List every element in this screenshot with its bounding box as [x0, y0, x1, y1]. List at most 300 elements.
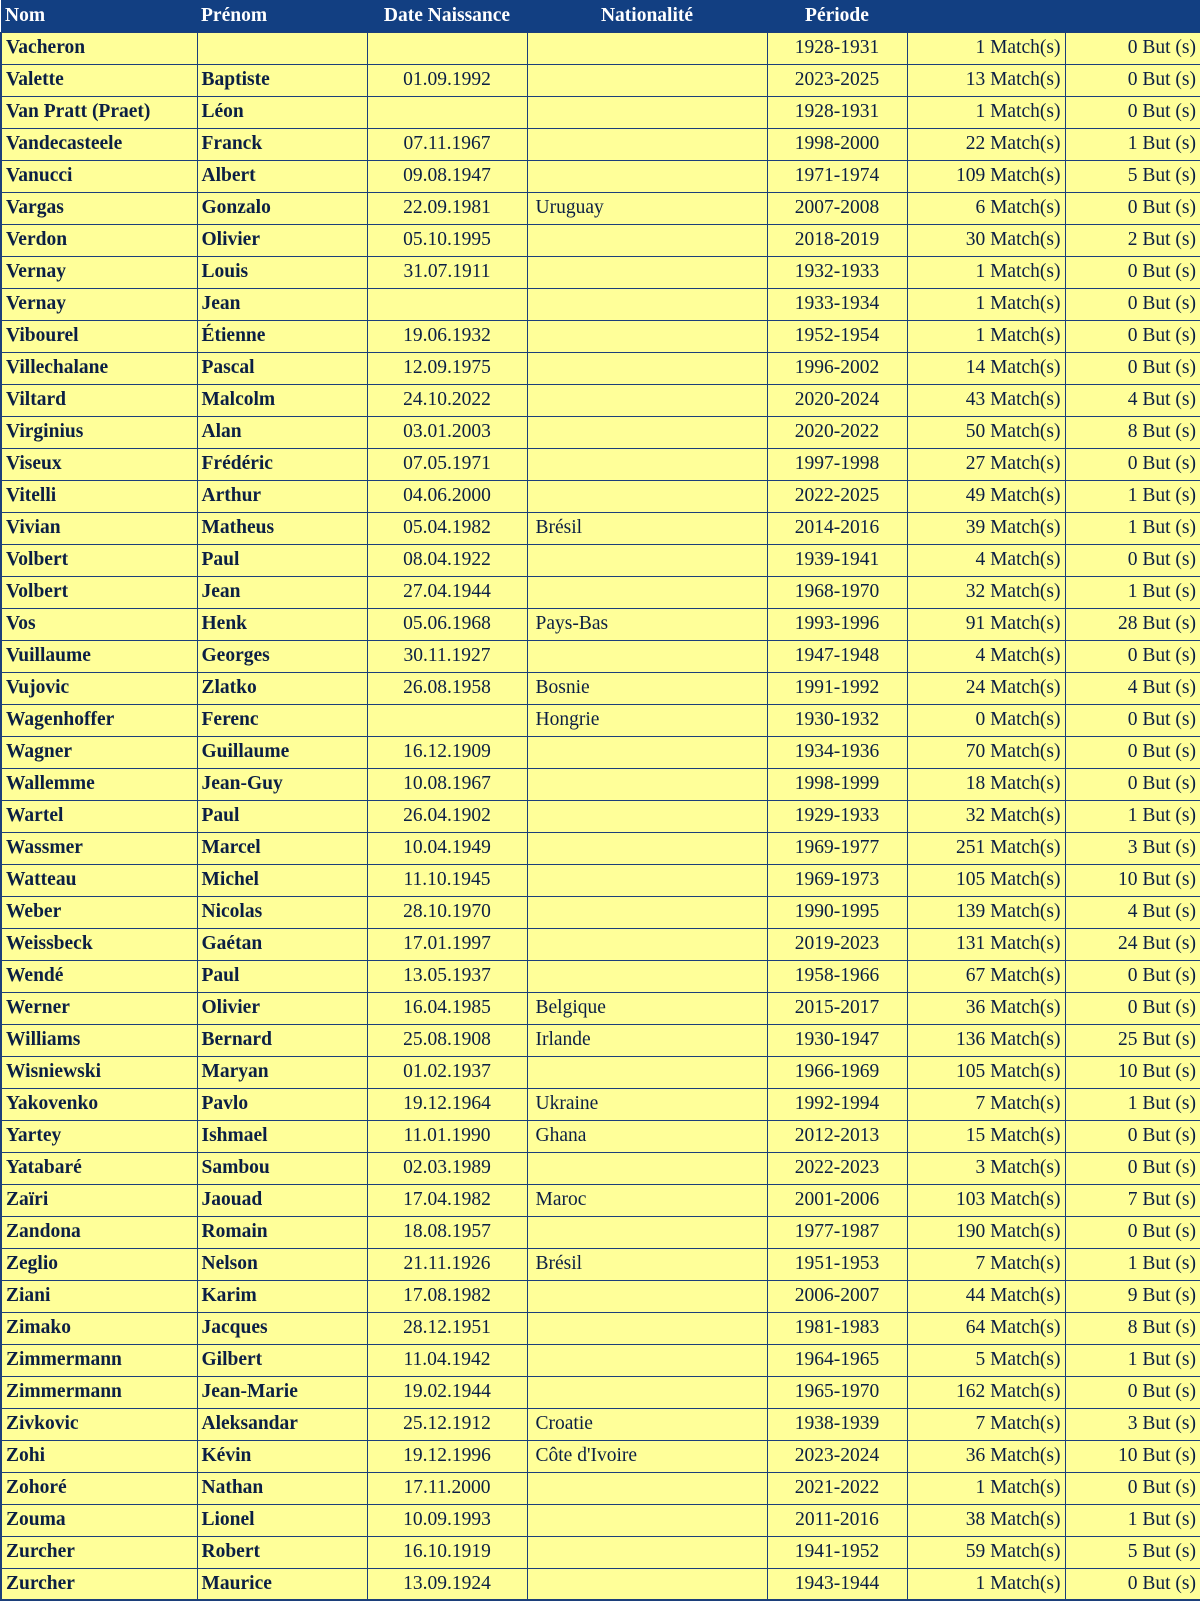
cell-periode: 1981-1983: [767, 1312, 907, 1344]
cell-nom: Wisniewski: [1, 1056, 197, 1088]
cell-buts: 0 But (s): [1065, 1152, 1200, 1184]
table-row: [1, 1376, 1200, 1408]
header-row: [1, 0, 1200, 32]
cell-buts: 1 But (s): [1065, 1248, 1200, 1280]
cell-nom: Wendé: [1, 960, 197, 992]
cell-matches: 1 Match(s): [907, 1472, 1065, 1504]
table-row: [1, 1056, 1200, 1088]
cell-nationalite: Brésil: [527, 512, 767, 544]
cell-nationalite: [527, 416, 767, 448]
cell-nationalite: [527, 576, 767, 608]
cell-matches: 103 Match(s): [907, 1184, 1065, 1216]
cell-prenom: Frédéric: [197, 448, 367, 480]
cell-buts: 0 But (s): [1065, 1472, 1200, 1504]
cell-nom: Zandona: [1, 1216, 197, 1248]
cell-date-naissance: 26.08.1958: [367, 672, 527, 704]
table-row: [1, 320, 1200, 352]
cell-nationalite: [527, 1504, 767, 1536]
cell-date-naissance: 17.08.1982: [367, 1280, 527, 1312]
table-row: [1, 864, 1200, 896]
cell-prenom: Franck: [197, 128, 367, 160]
cell-matches: 67 Match(s): [907, 960, 1065, 992]
header-nationalite[interactable]: Nationalité: [600, 4, 694, 26]
cell-periode: 1998-1999: [767, 768, 907, 800]
cell-nom: Villechalane: [1, 352, 197, 384]
cell-date-naissance: 01.09.1992: [367, 64, 527, 96]
cell-nationalite: [527, 96, 767, 128]
cell-date-naissance: 16.10.1919: [367, 1536, 527, 1568]
cell-matches: 4 Match(s): [907, 640, 1065, 672]
table-row: [1, 1568, 1200, 1600]
cell-nationalite: [527, 896, 767, 928]
cell-nationalite: Hongrie: [527, 704, 767, 736]
table-row: [1, 256, 1200, 288]
table-row: [1, 928, 1200, 960]
cell-periode: 1932-1933: [767, 256, 907, 288]
cell-date-naissance: 17.01.1997: [367, 928, 527, 960]
cell-buts: 0 But (s): [1065, 96, 1200, 128]
cell-nom: Zohi: [1, 1440, 197, 1472]
cell-nom: Wassmer: [1, 832, 197, 864]
cell-nom: Wallemme: [1, 768, 197, 800]
cell-date-naissance: 07.05.1971: [367, 448, 527, 480]
cell-prenom: Pascal: [197, 352, 367, 384]
cell-nom: Zurcher: [1, 1536, 197, 1568]
table-row: [1, 768, 1200, 800]
cell-prenom: Ishmael: [197, 1120, 367, 1152]
cell-date-naissance: 31.07.1911: [367, 256, 527, 288]
cell-prenom: Jacques: [197, 1312, 367, 1344]
cell-prenom: Kévin: [197, 1440, 367, 1472]
cell-nationalite: [527, 1312, 767, 1344]
cell-prenom: Ferenc: [197, 704, 367, 736]
cell-matches: 3 Match(s): [907, 1152, 1065, 1184]
cell-periode: 1990-1995: [767, 896, 907, 928]
header-buts: [1065, 0, 1200, 32]
cell-prenom: Gaétan: [197, 928, 367, 960]
cell-buts: 0 But (s): [1065, 640, 1200, 672]
cell-prenom: Georges: [197, 640, 367, 672]
cell-matches: 1 Match(s): [907, 288, 1065, 320]
cell-date-naissance: 19.02.1944: [367, 1376, 527, 1408]
cell-nom: Vuillaume: [1, 640, 197, 672]
cell-prenom: Maryan: [197, 1056, 367, 1088]
cell-prenom: [197, 32, 367, 64]
cell-buts: 0 But (s): [1065, 992, 1200, 1024]
cell-nom: Volbert: [1, 576, 197, 608]
cell-buts: 4 But (s): [1065, 896, 1200, 928]
cell-buts: 10 But (s): [1065, 1440, 1200, 1472]
cell-matches: 36 Match(s): [907, 992, 1065, 1024]
cell-nationalite: [527, 864, 767, 896]
cell-nationalite: [527, 832, 767, 864]
cell-nationalite: Croatie: [527, 1408, 767, 1440]
cell-date-naissance: 22.09.1981: [367, 192, 527, 224]
cell-nom: Zohoré: [1, 1472, 197, 1504]
cell-nom: Volbert: [1, 544, 197, 576]
cell-date-naissance: 11.10.1945: [367, 864, 527, 896]
cell-nom: Zimako: [1, 1312, 197, 1344]
cell-periode: 1958-1966: [767, 960, 907, 992]
cell-matches: 32 Match(s): [907, 576, 1065, 608]
cell-periode: 1977-1987: [767, 1216, 907, 1248]
cell-nationalite: [527, 1376, 767, 1408]
cell-nationalite: [527, 1280, 767, 1312]
cell-matches: 43 Match(s): [907, 384, 1065, 416]
cell-date-naissance: 12.09.1975: [367, 352, 527, 384]
cell-buts: 10 But (s): [1065, 1056, 1200, 1088]
cell-prenom: Jean-Marie: [197, 1376, 367, 1408]
cell-nom: Vernay: [1, 288, 197, 320]
cell-matches: 7 Match(s): [907, 1408, 1065, 1440]
cell-matches: 1 Match(s): [907, 32, 1065, 64]
cell-nom: Vos: [1, 608, 197, 640]
cell-prenom: Jean-Guy: [197, 768, 367, 800]
cell-nom: Zivkovic: [1, 1408, 197, 1440]
table-row: [1, 384, 1200, 416]
cell-periode: 1943-1944: [767, 1568, 907, 1600]
table-row: [1, 992, 1200, 1024]
cell-matches: 30 Match(s): [907, 224, 1065, 256]
cell-nom: Vivian: [1, 512, 197, 544]
cell-periode: 1934-1936: [767, 736, 907, 768]
cell-nom: Vargas: [1, 192, 197, 224]
cell-periode: 1998-2000: [767, 128, 907, 160]
cell-prenom: Albert: [197, 160, 367, 192]
table-row: [1, 64, 1200, 96]
table-row: [1, 1248, 1200, 1280]
cell-prenom: Nicolas: [197, 896, 367, 928]
cell-date-naissance: 11.04.1942: [367, 1344, 527, 1376]
cell-buts: 1 But (s): [1065, 1504, 1200, 1536]
cell-matches: 24 Match(s): [907, 672, 1065, 704]
cell-matches: 49 Match(s): [907, 480, 1065, 512]
table-row: [1, 352, 1200, 384]
header-nom[interactable]: Nom: [5, 4, 46, 26]
cell-buts: 5 But (s): [1065, 160, 1200, 192]
cell-periode: 1968-1970: [767, 576, 907, 608]
cell-prenom: Karim: [197, 1280, 367, 1312]
cell-nom: Vacheron: [1, 32, 197, 64]
table-row: [1, 736, 1200, 768]
cell-matches: 105 Match(s): [907, 1056, 1065, 1088]
cell-date-naissance: 28.10.1970: [367, 896, 527, 928]
cell-matches: 91 Match(s): [907, 608, 1065, 640]
cell-date-naissance: [367, 288, 527, 320]
cell-nom: Zimmermann: [1, 1344, 197, 1376]
cell-buts: 0 But (s): [1065, 1120, 1200, 1152]
cell-matches: 13 Match(s): [907, 64, 1065, 96]
cell-periode: 1951-1953: [767, 1248, 907, 1280]
cell-prenom: Paul: [197, 800, 367, 832]
cell-nationalite: [527, 288, 767, 320]
cell-prenom: Pavlo: [197, 1088, 367, 1120]
cell-periode: 1928-1931: [767, 32, 907, 64]
header-matches: [907, 0, 1065, 32]
cell-nom: Yakovenko: [1, 1088, 197, 1120]
table-row: [1, 128, 1200, 160]
cell-prenom: Michel: [197, 864, 367, 896]
cell-periode: 2011-2016: [767, 1504, 907, 1536]
cell-nationalite: [527, 928, 767, 960]
cell-buts: 10 But (s): [1065, 864, 1200, 896]
cell-periode: 1928-1931: [767, 96, 907, 128]
cell-nationalite: [527, 32, 767, 64]
cell-nationalite: Irlande: [527, 1024, 767, 1056]
cell-nom: Zimmermann: [1, 1376, 197, 1408]
cell-matches: 27 Match(s): [907, 448, 1065, 480]
cell-nom: Van Pratt (Praet): [1, 96, 197, 128]
cell-nom: Watteau: [1, 864, 197, 896]
cell-buts: 1 But (s): [1065, 800, 1200, 832]
cell-nationalite: [527, 1344, 767, 1376]
cell-periode: 1964-1965: [767, 1344, 907, 1376]
cell-nom: Wagenhoffer: [1, 704, 197, 736]
cell-periode: 2001-2006: [767, 1184, 907, 1216]
cell-nationalite: Belgique: [527, 992, 767, 1024]
cell-nom: Vitelli: [1, 480, 197, 512]
cell-buts: 0 But (s): [1065, 64, 1200, 96]
table-row: [1, 896, 1200, 928]
cell-buts: 9 But (s): [1065, 1280, 1200, 1312]
cell-date-naissance: 13.09.1924: [367, 1568, 527, 1600]
cell-matches: 38 Match(s): [907, 1504, 1065, 1536]
cell-nationalite: [527, 128, 767, 160]
cell-nom: Zouma: [1, 1504, 197, 1536]
cell-buts: 1 But (s): [1065, 1344, 1200, 1376]
table-row: [1, 32, 1200, 64]
table-row: [1, 288, 1200, 320]
cell-prenom: Robert: [197, 1536, 367, 1568]
cell-buts: 0 But (s): [1065, 288, 1200, 320]
cell-periode: 1997-1998: [767, 448, 907, 480]
cell-prenom: Olivier: [197, 224, 367, 256]
cell-date-naissance: 17.04.1982: [367, 1184, 527, 1216]
cell-matches: 109 Match(s): [907, 160, 1065, 192]
cell-matches: 64 Match(s): [907, 1312, 1065, 1344]
cell-date-naissance: 25.12.1912: [367, 1408, 527, 1440]
cell-buts: 4 But (s): [1065, 384, 1200, 416]
cell-periode: 1930-1932: [767, 704, 907, 736]
table-row: [1, 1216, 1200, 1248]
cell-matches: 22 Match(s): [907, 128, 1065, 160]
cell-nationalite: Bosnie: [527, 672, 767, 704]
cell-nationalite: [527, 320, 767, 352]
cell-periode: 1993-1996: [767, 608, 907, 640]
cell-prenom: Paul: [197, 960, 367, 992]
cell-prenom: Jaouad: [197, 1184, 367, 1216]
cell-date-naissance: 19.06.1932: [367, 320, 527, 352]
cell-buts: 0 But (s): [1065, 704, 1200, 736]
cell-periode: 2022-2025: [767, 480, 907, 512]
header-prenom[interactable]: Prénom: [201, 4, 268, 26]
table-row: [1, 704, 1200, 736]
table-row: [1, 480, 1200, 512]
cell-date-naissance: 24.10.2022: [367, 384, 527, 416]
cell-buts: 0 But (s): [1065, 192, 1200, 224]
cell-nom: Zaïri: [1, 1184, 197, 1216]
header-periode[interactable]: Période: [805, 4, 869, 26]
header-date-naissance[interactable]: Date Naissance: [383, 4, 511, 26]
cell-buts: 1 But (s): [1065, 128, 1200, 160]
cell-periode: 1933-1934: [767, 288, 907, 320]
cell-date-naissance: 16.04.1985: [367, 992, 527, 1024]
cell-nom: Williams: [1, 1024, 197, 1056]
cell-matches: 7 Match(s): [907, 1088, 1065, 1120]
cell-nationalite: Uruguay: [527, 192, 767, 224]
cell-matches: 14 Match(s): [907, 352, 1065, 384]
cell-nationalite: [527, 224, 767, 256]
cell-nationalite: [527, 1472, 767, 1504]
table-row: [1, 960, 1200, 992]
cell-periode: 2019-2023: [767, 928, 907, 960]
cell-prenom: Zlatko: [197, 672, 367, 704]
cell-nationalite: [527, 384, 767, 416]
cell-matches: 6 Match(s): [907, 192, 1065, 224]
table-row: [1, 672, 1200, 704]
cell-date-naissance: 18.08.1957: [367, 1216, 527, 1248]
cell-date-naissance: 28.12.1951: [367, 1312, 527, 1344]
cell-matches: 18 Match(s): [907, 768, 1065, 800]
table-row: [1, 1312, 1200, 1344]
cell-nom: Werner: [1, 992, 197, 1024]
cell-buts: 0 But (s): [1065, 1216, 1200, 1248]
table-row: [1, 416, 1200, 448]
cell-nationalite: Ukraine: [527, 1088, 767, 1120]
cell-periode: 1939-1941: [767, 544, 907, 576]
table-row: [1, 1472, 1200, 1504]
cell-buts: 8 But (s): [1065, 416, 1200, 448]
table-row: [1, 640, 1200, 672]
cell-date-naissance: 13.05.1937: [367, 960, 527, 992]
cell-date-naissance: 07.11.1967: [367, 128, 527, 160]
cell-matches: 4 Match(s): [907, 544, 1065, 576]
cell-prenom: Jean: [197, 576, 367, 608]
cell-date-naissance: 05.06.1968: [367, 608, 527, 640]
cell-date-naissance: 05.04.1982: [367, 512, 527, 544]
cell-date-naissance: 30.11.1927: [367, 640, 527, 672]
cell-periode: 2006-2007: [767, 1280, 907, 1312]
table-row: [1, 96, 1200, 128]
cell-date-naissance: 11.01.1990: [367, 1120, 527, 1152]
table-row: [1, 1344, 1200, 1376]
cell-matches: 136 Match(s): [907, 1024, 1065, 1056]
cell-periode: 1941-1952: [767, 1536, 907, 1568]
table-row: [1, 1440, 1200, 1472]
cell-periode: 1969-1977: [767, 832, 907, 864]
cell-buts: 0 But (s): [1065, 256, 1200, 288]
cell-matches: 1 Match(s): [907, 1568, 1065, 1600]
cell-nationalite: [527, 1568, 767, 1600]
table-row: [1, 224, 1200, 256]
cell-date-naissance: [367, 32, 527, 64]
cell-buts: 0 But (s): [1065, 768, 1200, 800]
cell-nom: Vujovic: [1, 672, 197, 704]
cell-prenom: Léon: [197, 96, 367, 128]
cell-matches: 32 Match(s): [907, 800, 1065, 832]
cell-nom: Viltard: [1, 384, 197, 416]
cell-periode: 1969-1973: [767, 864, 907, 896]
cell-prenom: Paul: [197, 544, 367, 576]
cell-buts: 28 But (s): [1065, 608, 1200, 640]
cell-nom: Verdon: [1, 224, 197, 256]
cell-matches: 1 Match(s): [907, 96, 1065, 128]
cell-buts: 24 But (s): [1065, 928, 1200, 960]
cell-periode: 1992-1994: [767, 1088, 907, 1120]
cell-matches: 139 Match(s): [907, 896, 1065, 928]
cell-nationalite: Ghana: [527, 1120, 767, 1152]
cell-buts: 3 But (s): [1065, 1408, 1200, 1440]
cell-matches: 50 Match(s): [907, 416, 1065, 448]
cell-date-naissance: 25.08.1908: [367, 1024, 527, 1056]
cell-buts: 0 But (s): [1065, 352, 1200, 384]
cell-buts: 1 But (s): [1065, 576, 1200, 608]
cell-date-naissance: 04.06.2000: [367, 480, 527, 512]
cell-periode: 2014-2016: [767, 512, 907, 544]
cell-buts: 3 But (s): [1065, 832, 1200, 864]
cell-date-naissance: 05.10.1995: [367, 224, 527, 256]
cell-date-naissance: 27.04.1944: [367, 576, 527, 608]
cell-matches: 15 Match(s): [907, 1120, 1065, 1152]
cell-nom: Yatabaré: [1, 1152, 197, 1184]
cell-prenom: Arthur: [197, 480, 367, 512]
cell-nom: Weber: [1, 896, 197, 928]
cell-periode: 1929-1933: [767, 800, 907, 832]
cell-prenom: Guillaume: [197, 736, 367, 768]
cell-date-naissance: 08.04.1922: [367, 544, 527, 576]
cell-nationalite: [527, 960, 767, 992]
cell-prenom: Étienne: [197, 320, 367, 352]
cell-prenom: Baptiste: [197, 64, 367, 96]
cell-date-naissance: 21.11.1926: [367, 1248, 527, 1280]
cell-prenom: Gilbert: [197, 1344, 367, 1376]
cell-periode: 1991-1992: [767, 672, 907, 704]
cell-nationalite: Maroc: [527, 1184, 767, 1216]
cell-prenom: Malcolm: [197, 384, 367, 416]
cell-periode: 2020-2022: [767, 416, 907, 448]
cell-prenom: Bernard: [197, 1024, 367, 1056]
cell-nationalite: Pays-Bas: [527, 608, 767, 640]
cell-nationalite: [527, 448, 767, 480]
cell-prenom: Henk: [197, 608, 367, 640]
cell-nationalite: [527, 64, 767, 96]
cell-nom: Zeglio: [1, 1248, 197, 1280]
cell-buts: 0 But (s): [1065, 32, 1200, 64]
table-row: [1, 800, 1200, 832]
cell-matches: 1 Match(s): [907, 320, 1065, 352]
cell-periode: 1952-1954: [767, 320, 907, 352]
cell-periode: 1930-1947: [767, 1024, 907, 1056]
cell-nationalite: [527, 256, 767, 288]
cell-nom: Yartey: [1, 1120, 197, 1152]
cell-periode: 2007-2008: [767, 192, 907, 224]
table-row: [1, 1280, 1200, 1312]
cell-periode: 2018-2019: [767, 224, 907, 256]
cell-prenom: Matheus: [197, 512, 367, 544]
cell-buts: 0 But (s): [1065, 320, 1200, 352]
cell-prenom: Jean: [197, 288, 367, 320]
cell-buts: 25 But (s): [1065, 1024, 1200, 1056]
table-row: [1, 1152, 1200, 1184]
cell-nationalite: Côte d'Ivoire: [527, 1440, 767, 1472]
cell-buts: 1 But (s): [1065, 512, 1200, 544]
cell-matches: 131 Match(s): [907, 928, 1065, 960]
cell-prenom: Maurice: [197, 1568, 367, 1600]
cell-nom: Zurcher: [1, 1568, 197, 1600]
cell-buts: 0 But (s): [1065, 544, 1200, 576]
cell-periode: 1966-1969: [767, 1056, 907, 1088]
cell-nom: Vernay: [1, 256, 197, 288]
